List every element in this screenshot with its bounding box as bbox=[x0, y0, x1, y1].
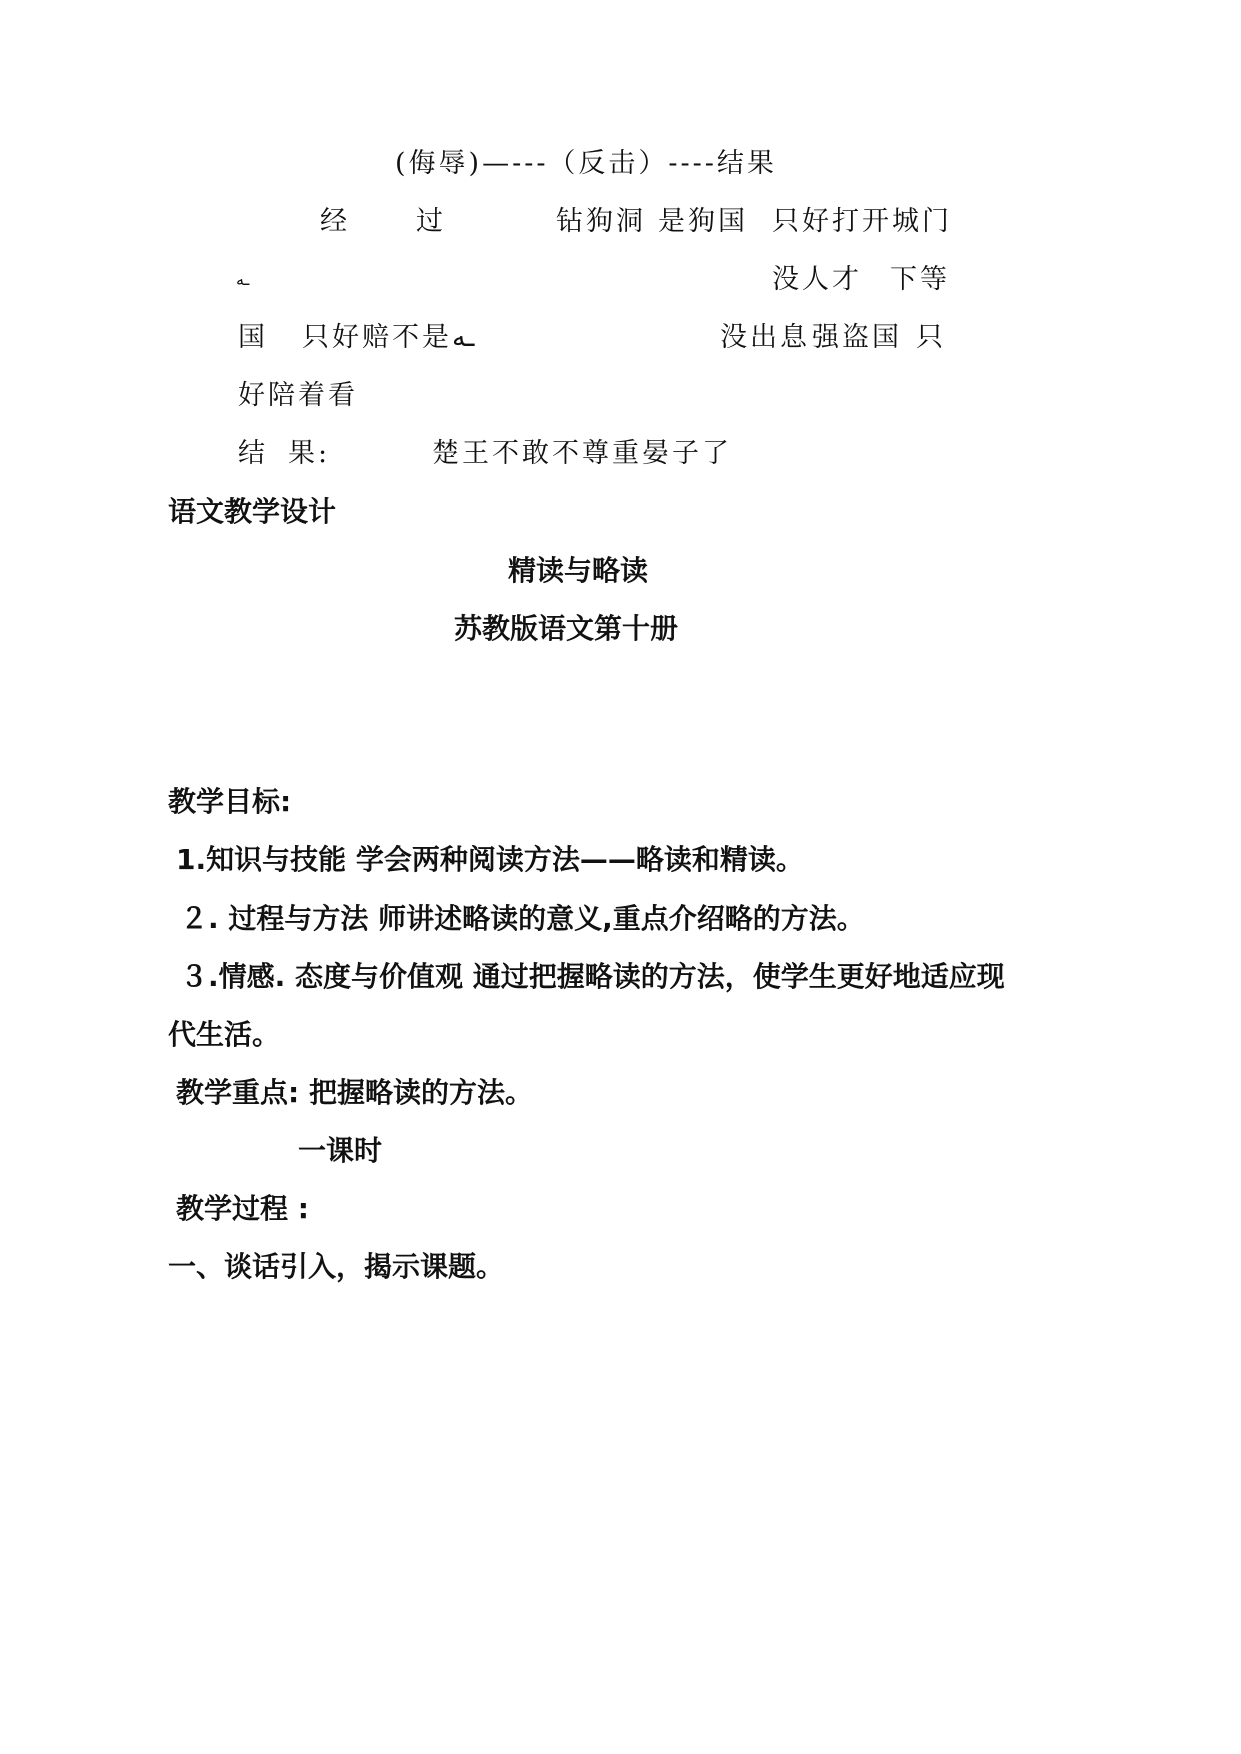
lesson-title: 精读与略读 bbox=[508, 554, 649, 587]
row3-text-a: 国 bbox=[238, 322, 268, 353]
row3-text-c: 没出息 bbox=[720, 322, 810, 353]
process-label-2: 过 bbox=[416, 206, 446, 237]
objective-3-line2: 代生活。 bbox=[168, 1018, 281, 1051]
row2-text-a: 没人才 bbox=[772, 264, 862, 295]
duration: 一课时 bbox=[298, 1134, 383, 1167]
row3-text-b: 只好赔不是ـه bbox=[302, 322, 475, 353]
objective-3-line1: ３.情感. 态度与价值观 通过把握略读的方法，使学生更好地适应现 bbox=[180, 960, 1005, 993]
row3-text-d: 强盗国 bbox=[812, 322, 902, 353]
process-heading: 教学过程 : bbox=[176, 1192, 309, 1225]
lesson-subtitle: 苏教版语文第十册 bbox=[454, 612, 679, 645]
row4-text: 好陪着看 bbox=[238, 380, 358, 411]
row2-mark: ـه bbox=[236, 270, 250, 289]
step-1: 一、谈话引入，揭示课题。 bbox=[168, 1250, 505, 1283]
objective-2: ２. 过程与方法 师讲述略读的意义,重点介绍略的方法。 bbox=[180, 902, 865, 935]
lesson-header: 语文教学设计 bbox=[168, 495, 337, 528]
flow-line: (侮辱)—---（反击）----结果 bbox=[395, 148, 777, 179]
objective-1: 1.知识与技能 学会两种阅读方法——略读和精读。 bbox=[176, 843, 804, 876]
process-label-1: 经 bbox=[320, 206, 350, 237]
row3-text-e: 只 bbox=[916, 322, 946, 353]
key-point: 教学重点: 把握略读的方法。 bbox=[176, 1076, 533, 1109]
objectives-heading: 教学目标: bbox=[168, 785, 292, 818]
result-text: 楚王不敢不尊重晏子了 bbox=[432, 438, 732, 469]
row1-text-b: 是狗国 bbox=[658, 206, 748, 237]
row2-text-b: 下等 bbox=[890, 264, 950, 295]
result-label-2: 果: bbox=[288, 438, 331, 469]
row1-text-c: 只好打开城门 bbox=[772, 206, 952, 237]
result-label-1: 结 bbox=[238, 438, 268, 469]
row1-text-a: 钻狗洞 bbox=[556, 206, 646, 237]
